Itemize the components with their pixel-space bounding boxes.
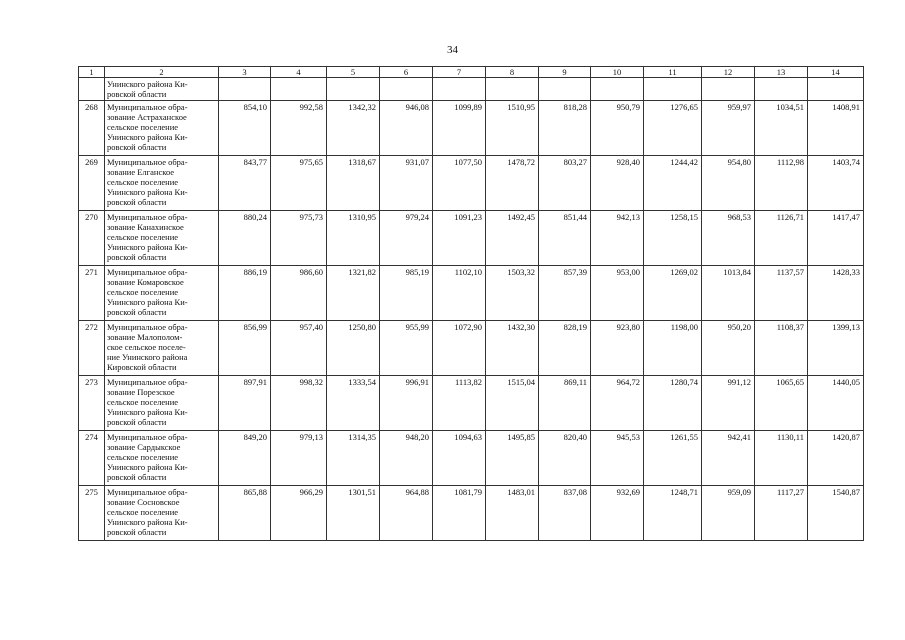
value-cell: 869,11 <box>539 376 591 431</box>
name-line: ровской области <box>107 89 167 99</box>
name-line: Муниципальное обра- <box>107 157 188 167</box>
municipality-name-cell <box>105 376 219 431</box>
value-cell: 1261,55 <box>644 431 702 486</box>
name-line: ровской области <box>107 307 167 317</box>
value-cell: 959,97 <box>702 101 755 156</box>
name-line: зование Малополом- <box>107 332 183 342</box>
empty-cell <box>327 78 380 101</box>
column-header: 10 <box>591 67 644 78</box>
empty-cell <box>539 78 591 101</box>
column-header: 4 <box>271 67 327 78</box>
value-cell: 1099,89 <box>433 101 486 156</box>
value-cell: 1102,10 <box>433 266 486 321</box>
table-row <box>79 486 864 541</box>
name-line: сельское поселение <box>107 232 179 242</box>
value-cell: 966,29 <box>271 486 327 541</box>
value-cell: 946,08 <box>380 101 433 156</box>
value-cell: 818,28 <box>539 101 591 156</box>
value-cell: 1126,71 <box>755 211 808 266</box>
value-cell: 968,53 <box>702 211 755 266</box>
value-cell: 932,69 <box>591 486 644 541</box>
value-cell: 854,10 <box>219 101 271 156</box>
value-cell: 1112,98 <box>755 156 808 211</box>
value-cell: 1342,32 <box>327 101 380 156</box>
name-line: сельское поселение <box>107 397 179 407</box>
name-line: Муниципальное обра- <box>107 102 188 112</box>
row-number-cell: 270 <box>79 211 105 266</box>
name-line: сельское поселение <box>107 177 179 187</box>
name-line: Муниципальное обра- <box>107 432 188 442</box>
column-header: 8 <box>486 67 539 78</box>
value-cell: 1321,82 <box>327 266 380 321</box>
table-row <box>79 431 864 486</box>
value-cell: 1432,30 <box>486 321 539 376</box>
municipality-name-cell <box>105 101 219 156</box>
value-cell: 1081,79 <box>433 486 486 541</box>
value-cell: 837,08 <box>539 486 591 541</box>
value-cell: 1495,85 <box>486 431 539 486</box>
value-cell: 1013,84 <box>702 266 755 321</box>
value-cell: 1492,45 <box>486 211 539 266</box>
value-cell: 880,24 <box>219 211 271 266</box>
municipality-name-cell <box>105 321 219 376</box>
name-line: ние Унинского района <box>107 352 188 362</box>
column-header: 3 <box>219 67 271 78</box>
name-line: ровской области <box>107 142 167 152</box>
value-cell: 1280,74 <box>644 376 702 431</box>
value-cell: 1333,54 <box>327 376 380 431</box>
value-cell: 975,65 <box>271 156 327 211</box>
name-line: Унинского района Ки- <box>107 407 188 417</box>
value-cell: 1250,80 <box>327 321 380 376</box>
value-cell: 964,72 <box>591 376 644 431</box>
value-cell: 986,60 <box>271 266 327 321</box>
municipality-name-cell <box>105 211 219 266</box>
row-number-cell: 275 <box>79 486 105 541</box>
name-line: Унинского района Ки- <box>107 517 188 527</box>
municipality-name-cell <box>105 266 219 321</box>
name-line: Унинского района Ки- <box>107 242 188 252</box>
name-line: зование Елганское <box>107 167 175 177</box>
name-line: зование Канахинское <box>107 222 184 232</box>
name-line: Унинского района Ки- <box>107 132 188 142</box>
value-cell: 1113,82 <box>433 376 486 431</box>
value-cell: 1428,33 <box>808 266 864 321</box>
name-line: ровской области <box>107 252 167 262</box>
value-cell: 1515,04 <box>486 376 539 431</box>
table-row <box>79 101 864 156</box>
value-cell: 948,20 <box>380 431 433 486</box>
column-header: 7 <box>433 67 486 78</box>
value-cell: 1248,71 <box>644 486 702 541</box>
value-cell: 820,40 <box>539 431 591 486</box>
name-line: зование Астраханское <box>107 112 187 122</box>
municipality-name-cell <box>105 431 219 486</box>
value-cell: 945,53 <box>591 431 644 486</box>
row-number-cell: 269 <box>79 156 105 211</box>
empty-cell <box>702 78 755 101</box>
value-cell: 1408,91 <box>808 101 864 156</box>
table-row <box>79 211 864 266</box>
value-cell: 996,91 <box>380 376 433 431</box>
value-cell: 1130,11 <box>755 431 808 486</box>
column-header: 2 <box>105 67 219 78</box>
name-line: Муниципальное обра- <box>107 487 188 497</box>
name-line: ровской области <box>107 197 167 207</box>
table-row <box>79 266 864 321</box>
value-cell: 954,80 <box>702 156 755 211</box>
column-header: 13 <box>755 67 808 78</box>
empty-cell <box>271 78 327 101</box>
name-line: сельское поселение <box>107 122 179 132</box>
column-header: 6 <box>380 67 433 78</box>
row-number-cell: 268 <box>79 101 105 156</box>
value-cell: 957,40 <box>271 321 327 376</box>
value-cell: 1301,51 <box>327 486 380 541</box>
column-header: 12 <box>702 67 755 78</box>
value-cell: 1065,65 <box>755 376 808 431</box>
value-cell: 1399,13 <box>808 321 864 376</box>
value-cell: 843,77 <box>219 156 271 211</box>
value-cell: 865,88 <box>219 486 271 541</box>
value-cell: 803,27 <box>539 156 591 211</box>
value-cell: 1420,87 <box>808 431 864 486</box>
value-cell: 959,09 <box>702 486 755 541</box>
name-line: Муниципальное обра- <box>107 322 188 332</box>
name-line: зование Порезское <box>107 387 175 397</box>
value-cell: 849,20 <box>219 431 271 486</box>
value-cell: 931,07 <box>380 156 433 211</box>
table-body <box>79 67 864 541</box>
name-line: Муниципальное обра- <box>107 212 188 222</box>
column-header: 1 <box>79 67 105 78</box>
value-cell: 1483,01 <box>486 486 539 541</box>
name-line: Унинского района Ки- <box>107 462 188 472</box>
name-line: зование Сосновское <box>107 497 180 507</box>
row-number-cell: 271 <box>79 266 105 321</box>
table-row <box>79 156 864 211</box>
value-cell: 955,99 <box>380 321 433 376</box>
value-cell: 886,19 <box>219 266 271 321</box>
value-cell: 1403,74 <box>808 156 864 211</box>
value-cell: 1440,05 <box>808 376 864 431</box>
row-number-cell <box>79 78 105 101</box>
name-line: Унинского района Ки- <box>107 79 188 89</box>
value-cell: 1417,47 <box>808 211 864 266</box>
column-header: 11 <box>644 67 702 78</box>
value-cell: 1314,35 <box>327 431 380 486</box>
table-row <box>79 321 864 376</box>
value-cell: 1108,37 <box>755 321 808 376</box>
value-cell: 975,73 <box>271 211 327 266</box>
value-cell: 942,41 <box>702 431 755 486</box>
municipality-name-cell <box>105 486 219 541</box>
value-cell: 856,99 <box>219 321 271 376</box>
value-cell: 1310,95 <box>327 211 380 266</box>
empty-cell <box>808 78 864 101</box>
value-cell: 1258,15 <box>644 211 702 266</box>
name-line: ровской области <box>107 417 167 427</box>
name-line: ровской области <box>107 527 167 537</box>
empty-cell <box>380 78 433 101</box>
value-cell: 1117,27 <box>755 486 808 541</box>
row-number-cell: 274 <box>79 431 105 486</box>
value-cell: 942,13 <box>591 211 644 266</box>
value-cell: 1244,42 <box>644 156 702 211</box>
name-line: ское сельское поселе- <box>107 342 186 352</box>
value-cell: 1072,90 <box>433 321 486 376</box>
municipality-name-cell <box>105 78 219 101</box>
header-row <box>79 67 864 78</box>
name-line: Унинского района Ки- <box>107 297 188 307</box>
name-line: сельское поселение <box>107 452 179 462</box>
empty-cell <box>644 78 702 101</box>
value-cell: 1198,00 <box>644 321 702 376</box>
value-cell: 979,13 <box>271 431 327 486</box>
name-line: зование Сардыкское <box>107 442 181 452</box>
value-cell: 1503,32 <box>486 266 539 321</box>
column-header: 5 <box>327 67 380 78</box>
name-line: Унинского района Ки- <box>107 187 188 197</box>
empty-cell <box>591 78 644 101</box>
value-cell: 923,80 <box>591 321 644 376</box>
value-cell: 992,58 <box>271 101 327 156</box>
empty-cell <box>486 78 539 101</box>
value-cell: 1269,02 <box>644 266 702 321</box>
row-number-cell: 273 <box>79 376 105 431</box>
empty-cell <box>755 78 808 101</box>
value-cell: 950,79 <box>591 101 644 156</box>
data-table <box>78 66 864 541</box>
value-cell: 1137,57 <box>755 266 808 321</box>
name-line: сельское поселение <box>107 287 179 297</box>
value-cell: 928,40 <box>591 156 644 211</box>
table-row <box>79 376 864 431</box>
name-line: Муниципальное обра- <box>107 377 188 387</box>
value-cell: 998,32 <box>271 376 327 431</box>
column-header: 9 <box>539 67 591 78</box>
empty-cell <box>219 78 271 101</box>
name-line: сельское поселение <box>107 507 179 517</box>
empty-cell <box>433 78 486 101</box>
value-cell: 1540,87 <box>808 486 864 541</box>
value-cell: 1094,63 <box>433 431 486 486</box>
value-cell: 1318,67 <box>327 156 380 211</box>
municipality-name-cell <box>105 156 219 211</box>
row-number-cell: 272 <box>79 321 105 376</box>
value-cell: 1478,72 <box>486 156 539 211</box>
value-cell: 851,44 <box>539 211 591 266</box>
page-number: 34 <box>447 44 458 56</box>
value-cell: 897,91 <box>219 376 271 431</box>
value-cell: 828,19 <box>539 321 591 376</box>
value-cell: 1077,50 <box>433 156 486 211</box>
value-cell: 964,88 <box>380 486 433 541</box>
name-line: ровской области <box>107 472 167 482</box>
value-cell: 857,39 <box>539 266 591 321</box>
value-cell: 1510,95 <box>486 101 539 156</box>
name-line: Муниципальное обра- <box>107 267 188 277</box>
value-cell: 953,00 <box>591 266 644 321</box>
continuation-row <box>79 78 864 101</box>
name-line: Кировской области <box>107 362 177 372</box>
value-cell: 991,12 <box>702 376 755 431</box>
value-cell: 985,19 <box>380 266 433 321</box>
value-cell: 1091,23 <box>433 211 486 266</box>
column-header: 14 <box>808 67 864 78</box>
name-line: зование Комаровское <box>107 277 184 287</box>
value-cell: 1034,51 <box>755 101 808 156</box>
value-cell: 1276,65 <box>644 101 702 156</box>
value-cell: 950,20 <box>702 321 755 376</box>
value-cell: 979,24 <box>380 211 433 266</box>
